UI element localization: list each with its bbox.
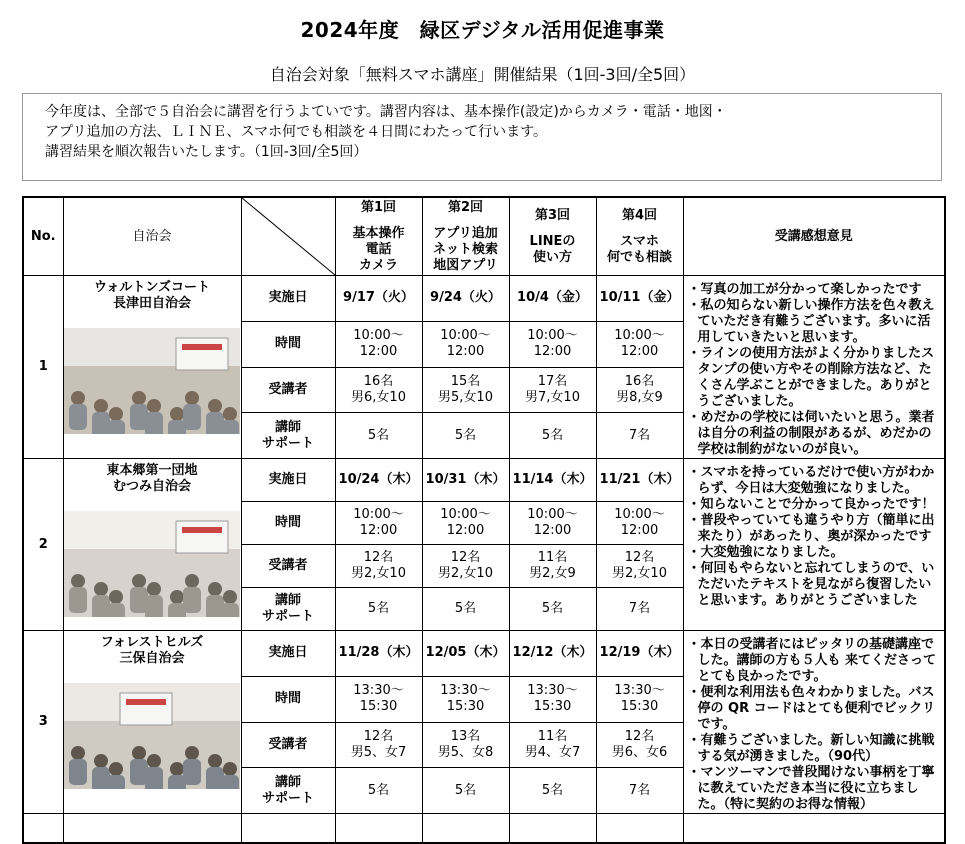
- time-start: 10:00～: [614, 328, 665, 344]
- feedback-item: ・マンツーマンで普段聞けない事柄を丁寧に教えていただき本当に役に立ちました。（特に契約のお得な情報）: [687, 765, 935, 812]
- session-time: [335, 502, 422, 545]
- support-count: 5名: [367, 427, 390, 443]
- support-count: 5名: [541, 427, 564, 443]
- row-number-text: 2: [38, 536, 48, 552]
- session-date-text: 9/24（火）: [430, 290, 501, 306]
- support-label-line: サポート: [261, 609, 314, 624]
- session-attendees: [509, 545, 596, 588]
- attendee-breakdown: 男6、女6: [611, 744, 668, 760]
- session-topic: スマホ: [620, 233, 659, 249]
- session-support: [596, 768, 683, 814]
- date-label-text: 実施日: [268, 290, 308, 306]
- session-support: [422, 588, 509, 631]
- association-cell: [63, 276, 241, 459]
- attendees-label-text: 受講者: [268, 381, 308, 397]
- session-number: 第3回: [534, 207, 571, 223]
- session-time: [509, 502, 596, 545]
- time-start: 13:30～: [353, 683, 404, 699]
- time-label: [241, 502, 335, 545]
- support-label-line: 講師: [274, 419, 301, 435]
- session-date: [509, 276, 596, 322]
- session-support: [596, 413, 683, 459]
- session-time: [509, 676, 596, 722]
- header-association: 自治会: [63, 197, 241, 276]
- session-date: [596, 276, 683, 322]
- session-date: [335, 459, 422, 502]
- attendee-breakdown: 男2,女10: [351, 566, 406, 581]
- support-count: 5名: [454, 427, 477, 443]
- session-topic: アプリ追加: [433, 225, 498, 241]
- session-date: [422, 276, 509, 322]
- attendee-breakdown: 男6,女10: [351, 389, 406, 405]
- table-row: [23, 631, 945, 677]
- association-name-line: むつみ自治会: [112, 479, 191, 494]
- time-label: [241, 321, 335, 367]
- time-end: 15:30: [533, 699, 572, 715]
- feedback-item: ・ラインの使用方法がよく分かりましたスタンプの使い方やその削除方法など、たくさん学ぶことができました。ありがとうございました。: [687, 346, 935, 409]
- time-end: 12:00: [446, 344, 485, 360]
- header-no: No.: [23, 197, 63, 276]
- attendee-total: 11名: [537, 728, 568, 744]
- session-date: [509, 631, 596, 677]
- association-name-line: 東本郷第一団地: [106, 463, 198, 478]
- attendee-total: 12名: [450, 550, 481, 565]
- session-time: [509, 321, 596, 367]
- support-label-line: サポート: [261, 790, 314, 806]
- session-time: [422, 676, 509, 722]
- session-attendees: [596, 545, 683, 588]
- time-start: 10:00～: [527, 507, 578, 522]
- empty-cell: [63, 814, 241, 844]
- session-date-text: 10/31（木）: [425, 472, 506, 487]
- date-label: [241, 631, 335, 677]
- session-date-text: 12/19（木）: [599, 645, 680, 661]
- support-count: 5名: [454, 601, 477, 616]
- support-count: 5名: [367, 782, 390, 798]
- empty-cell: [683, 814, 945, 844]
- session-date-text: 11/21（木）: [599, 472, 680, 487]
- session-attendees: [422, 722, 509, 768]
- time-label-text: 時間: [274, 336, 301, 352]
- empty-cell: [422, 814, 509, 844]
- time-end: 12:00: [359, 523, 398, 538]
- session-topic: 地図アプリ: [433, 257, 498, 273]
- header-session-1: [335, 197, 422, 276]
- association-name-line: 長津田自治会: [112, 296, 191, 311]
- page-subtitle: 自治会対象「無料スマホ講座」開催結果（1回-3回/全5回）: [269, 65, 696, 84]
- empty-cell: [241, 814, 335, 844]
- row-number: [23, 276, 63, 459]
- date-label: [241, 276, 335, 322]
- seminar-photo: [64, 511, 240, 617]
- session-support: [509, 588, 596, 631]
- session-date-text: 10/4（金）: [517, 290, 588, 306]
- attendee-breakdown: 男4、女7: [524, 744, 581, 760]
- session-number: 第1回: [360, 199, 397, 215]
- time-end: 12:00: [533, 344, 572, 360]
- session-topic: 基本操作: [352, 225, 405, 241]
- time-end: 12:00: [446, 523, 485, 538]
- time-start: 13:30～: [440, 683, 491, 699]
- attendees-label: [241, 722, 335, 768]
- time-label-text: 時間: [274, 515, 301, 530]
- time-start: 10:00～: [353, 328, 404, 344]
- session-attendees: [335, 722, 422, 768]
- session-date-text: 11/14（木）: [512, 472, 593, 487]
- association-cell: [63, 631, 241, 814]
- session-attendees: [596, 722, 683, 768]
- page-title: 2024年度 緑区デジタル活用促進事業: [300, 18, 665, 42]
- seminar-photo: [64, 683, 240, 789]
- attendee-breakdown: 男5、女8: [437, 744, 494, 760]
- support-count: 5名: [367, 601, 390, 616]
- session-time: [335, 676, 422, 722]
- table-row-empty: [23, 814, 945, 844]
- feedback-item: ・本日の受講者にはピッタリの基礎講座でした。講師の方も５人も 来てくださってとても良かったです。: [687, 637, 937, 684]
- session-topic: 何でも相談: [606, 249, 672, 265]
- attendee-breakdown: 男5,女10: [438, 389, 493, 405]
- session-attendees: [335, 367, 422, 413]
- feedback-cell: [683, 459, 945, 631]
- time-start: 10:00～: [440, 328, 491, 344]
- session-support: [509, 768, 596, 814]
- row-number-text: 1: [38, 359, 48, 374]
- time-start: 10:00～: [440, 507, 491, 522]
- time-end: 15:30: [620, 699, 659, 715]
- support-label: [241, 588, 335, 631]
- session-topic: ネット検索: [432, 241, 498, 257]
- support-count: 5名: [454, 782, 477, 798]
- attendee-breakdown: 男7,女10: [525, 389, 580, 405]
- attendee-total: 12名: [363, 550, 394, 565]
- attendees-label-text: 受講者: [268, 558, 308, 573]
- session-attendees: [335, 545, 422, 588]
- feedback-cell: [683, 276, 945, 459]
- table-row: [23, 276, 945, 322]
- empty-cell: [23, 814, 63, 844]
- session-date: [335, 631, 422, 677]
- attendee-total: 13名: [450, 728, 481, 744]
- intro-line: アプリ追加の方法、ＬＩＮＥ、スマホ何でも相談を４日間にわたって行います。: [45, 124, 548, 140]
- header-feedback: 受講感想意見: [683, 197, 945, 276]
- session-support: [335, 588, 422, 631]
- intro-line: 講習結果を順次報告いたします。（1回-3回/全5回）: [45, 144, 368, 160]
- row-number: [23, 631, 63, 814]
- session-support: [596, 588, 683, 631]
- session-topic: LINEの: [529, 233, 576, 249]
- time-start: 13:30～: [527, 683, 578, 699]
- time-start: 10:00～: [614, 507, 665, 522]
- session-attendees: [422, 367, 509, 413]
- support-label-line: サポート: [261, 435, 314, 451]
- row-number-text: 3: [38, 714, 48, 729]
- feedback-item: ・私の知らない新しい操作方法を色々教えていただき有難うございます。多いに活用していきたいと思います。: [687, 298, 935, 345]
- support-count: 5名: [541, 782, 564, 798]
- session-date-text: 12/12（木）: [512, 645, 593, 661]
- session-time: [422, 502, 509, 545]
- session-date: [422, 631, 509, 677]
- time-start: 10:00～: [353, 507, 404, 522]
- header-session-2: [422, 197, 509, 276]
- association-name-line: ウォルトンズコート: [93, 280, 211, 295]
- session-support: [422, 413, 509, 459]
- attendee-total: 16名: [624, 373, 655, 389]
- association-name: [64, 463, 241, 503]
- empty-cell: [509, 814, 596, 844]
- results-table: [22, 196, 946, 844]
- session-number: 第4回: [621, 207, 658, 223]
- table-row: [23, 459, 945, 502]
- session-attendees: [509, 367, 596, 413]
- support-label: [241, 768, 335, 814]
- session-topic: 使い方: [532, 249, 572, 265]
- session-date-text: 11/28（木）: [338, 645, 419, 661]
- session-support: [335, 768, 422, 814]
- session-time: [596, 502, 683, 545]
- support-count: 7名: [628, 427, 651, 443]
- attendee-total: 12名: [624, 550, 655, 565]
- empty-cell: [596, 814, 683, 844]
- header-session-3: [509, 197, 596, 276]
- intro-line: 今年度は、全部で５自治会に講習を行うよていです。講習内容は、基本操作(設定)からカメラ・電話・地図・: [45, 104, 727, 120]
- date-label-text: 実施日: [268, 472, 308, 487]
- session-date: [509, 459, 596, 502]
- session-attendees: [596, 367, 683, 413]
- session-time: [335, 321, 422, 367]
- association-name-line: 三保自治会: [119, 651, 185, 666]
- session-time: [422, 321, 509, 367]
- attendee-total: 11名: [537, 550, 568, 565]
- session-support: [335, 413, 422, 459]
- attendee-total: 12名: [624, 728, 655, 744]
- session-support: [509, 413, 596, 459]
- attendee-breakdown: 男2,女10: [612, 566, 667, 581]
- session-date: [335, 276, 422, 322]
- feedback-item: ・知らないことで分かって良かったです！: [687, 497, 935, 512]
- support-count: 7名: [628, 601, 651, 616]
- session-time: [596, 676, 683, 722]
- attendee-total: 15名: [450, 373, 481, 389]
- time-end: 12:00: [359, 344, 398, 360]
- session-number: 第2回: [447, 199, 484, 215]
- session-topic: カメラ: [358, 257, 398, 273]
- time-end: 15:30: [359, 699, 398, 715]
- session-date: [596, 459, 683, 502]
- time-start: 10:00～: [527, 328, 578, 344]
- attendee-total: 16名: [363, 373, 394, 389]
- header-diagonal-cell: [241, 197, 335, 276]
- session-attendees: [509, 722, 596, 768]
- seminar-photo: [64, 328, 240, 434]
- time-end: 15:30: [446, 699, 485, 715]
- association-name: [64, 280, 241, 320]
- date-label: [241, 459, 335, 502]
- time-start: 13:30～: [614, 683, 665, 699]
- feedback-item: ・写真の加工が分かって楽しかったです: [687, 282, 922, 297]
- attendee-breakdown: 男5、女7: [350, 744, 407, 760]
- feedback-item: ・有難うございました。新しい知識に挑戦する気が湧きました。（90代）: [687, 733, 935, 764]
- session-date: [422, 459, 509, 502]
- attendee-breakdown: 男8,女9: [616, 389, 663, 405]
- date-label-text: 実施日: [268, 645, 308, 661]
- attendees-label-text: 受講者: [268, 736, 308, 752]
- time-end: 12:00: [620, 344, 659, 360]
- attendee-breakdown: 男2,女10: [438, 566, 493, 581]
- time-label-text: 時間: [274, 691, 301, 707]
- support-label-line: 講師: [274, 593, 301, 608]
- session-attendees: [422, 545, 509, 588]
- attendee-breakdown: 男2,女9: [529, 566, 576, 581]
- feedback-item: ・何回もやらないと忘れてしまうので、いただいたテキストを見ながら復習したいと思います。ありがとうございました: [687, 561, 935, 608]
- support-count: 7名: [628, 782, 651, 798]
- session-date-text: 12/05（木）: [425, 645, 506, 661]
- association-name: [64, 635, 241, 675]
- row-number: [23, 459, 63, 631]
- feedback-item: ・便利な利用法も色々わかりました。バス停の QR コードはとても便利でビックリです。: [687, 685, 936, 732]
- attendee-total: 17名: [537, 373, 568, 389]
- attendee-total: 12名: [363, 728, 394, 744]
- feedback-item: ・めだかの学校には伺いたいと思う。業者は自分の利益の制限があるが、めだかの学校は制約がないのが良い。: [687, 410, 935, 457]
- session-date: [596, 631, 683, 677]
- session-date-text: 9/17（火）: [343, 290, 414, 306]
- association-cell: [63, 459, 241, 631]
- session-date-text: 10/11（金）: [599, 290, 680, 306]
- support-label: [241, 413, 335, 459]
- empty-cell: [335, 814, 422, 844]
- feedback-item: ・スマホを持っているだけで使い方がわからず、今日は大変勉強になりました。: [687, 465, 935, 496]
- feedback-item: ・普段やっていても違うやり方（簡単に出来たり）があったり、奥が深かったです: [687, 513, 935, 544]
- session-time: [596, 321, 683, 367]
- feedback-item: ・大変勉強になりました。: [687, 545, 844, 560]
- support-count: 5名: [541, 601, 564, 616]
- time-end: 12:00: [533, 523, 572, 538]
- intro-box: [22, 93, 942, 181]
- session-support: [422, 768, 509, 814]
- attendees-label: [241, 545, 335, 588]
- attendees-label: [241, 367, 335, 413]
- time-label: [241, 676, 335, 722]
- session-date-text: 10/24（木）: [338, 472, 419, 487]
- association-name-line: フォレストヒルズ: [100, 635, 204, 650]
- time-end: 12:00: [620, 523, 659, 538]
- header-session-4: [596, 197, 683, 276]
- feedback-cell: [683, 631, 945, 814]
- support-label-line: 講師: [274, 774, 301, 790]
- session-topic: 電話: [365, 241, 392, 257]
